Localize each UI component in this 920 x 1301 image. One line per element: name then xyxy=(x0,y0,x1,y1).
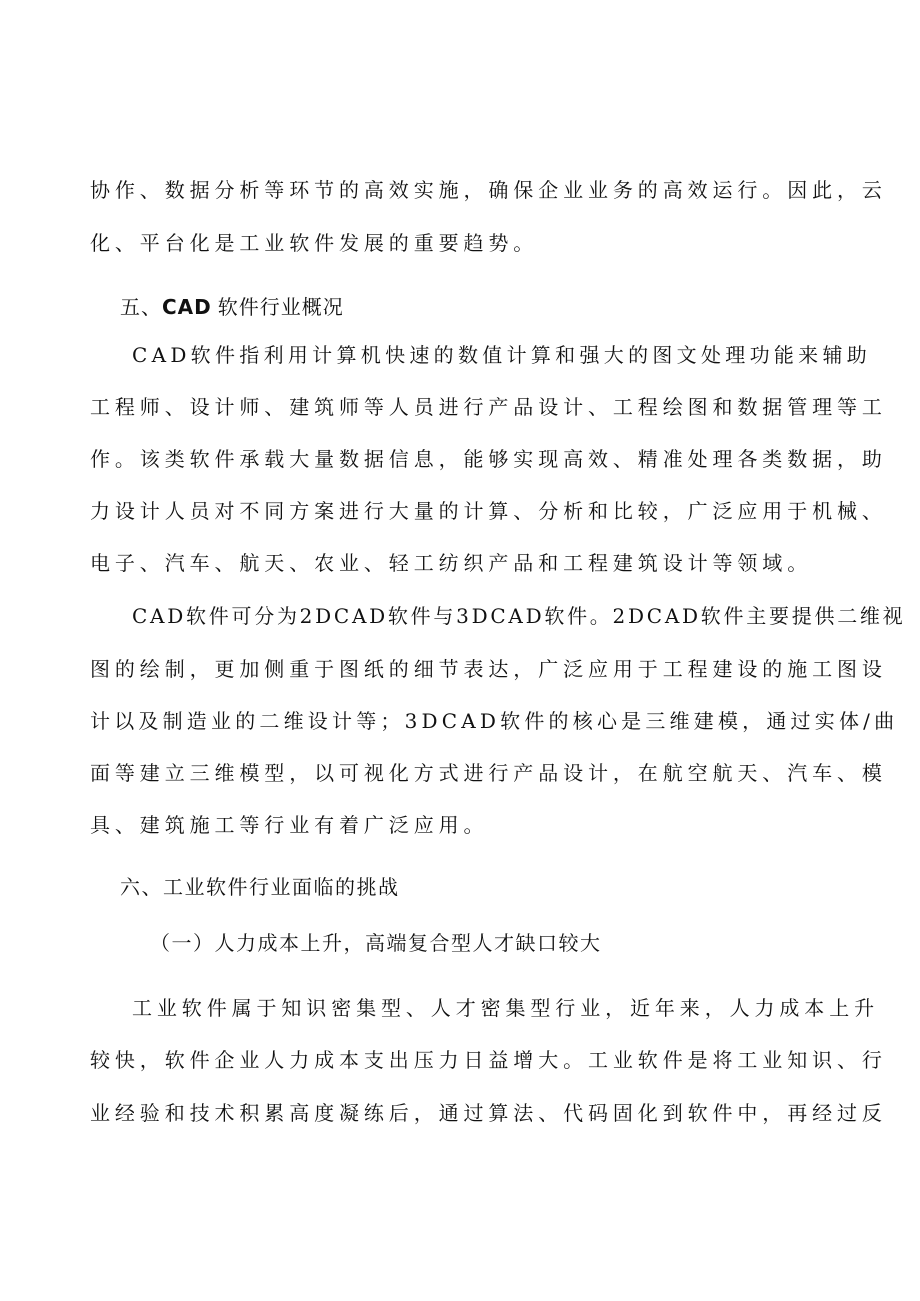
intro-line-1: 协作、数据分析等环节的高效实施，确保企业业务的高效运行。因此，云 xyxy=(90,178,887,202)
section-5-para-1-line-2: 工程师、设计师、建筑师等人员进行产品设计、工程绘图和数据管理等工 xyxy=(90,395,887,419)
section-5-heading-prefix: 五、 xyxy=(120,295,162,319)
section-5-para-1-line-3: 作。该类软件承载大量数据信息，能够实现高效、精准处理各类数据，助 xyxy=(90,447,887,471)
section-6-para-1-line-2: 较快，软件企业人力成本支出压力日益增大。工业软件是将工业知识、行 xyxy=(90,1048,887,1072)
section-5-para-2-line-3: 计以及制造业的二维设计等；3DCAD软件的核心是三维建模，通过实体/曲 xyxy=(90,709,899,733)
section-5-para-2-line-1: CAD软件可分为2DCAD软件与3DCAD软件。2DCAD软件主要提供二维视 xyxy=(132,604,906,628)
section-5-heading-suffix: 软件行业概况 xyxy=(217,295,344,319)
section-5-para-2-line-2: 图的绘制，更加侧重于图纸的细节表达，广泛应用于工程建设的施工图设 xyxy=(90,657,887,681)
section-6-subheading: （一）人力成本上升，高端复合型人才缺口较大 xyxy=(150,931,602,955)
section-5-para-1-line-1: CAD软件指利用计算机快速的数值计算和强大的图文处理功能来辅助 xyxy=(132,343,872,367)
intro-line-2: 化、平台化是工业软件发展的重要趋势。 xyxy=(90,231,539,255)
section-5-heading-bold: CAD xyxy=(162,295,212,319)
section-6-heading: 六、工业软件行业面临的挑战 xyxy=(120,875,400,899)
section-5-para-1-line-5: 电子、汽车、航天、农业、轻工纺织产品和工程建筑设计等领域。 xyxy=(90,551,813,575)
section-5-para-2-line-5: 具、建筑施工等行业有着广泛应用。 xyxy=(90,813,489,837)
section-5-para-1-line-4: 力设计人员对不同方案进行大量的计算、分析和比较，广泛应用于机械、 xyxy=(90,499,887,523)
section-6-para-1-line-3: 业经验和技术积累高度凝练后，通过算法、代码固化到软件中，再经过反 xyxy=(90,1101,887,1125)
section-5-para-2-line-4: 面等建立三维模型，以可视化方式进行产品设计，在航空航天、汽车、模 xyxy=(90,761,887,785)
section-5-heading xyxy=(120,292,344,322)
section-6-para-1-line-1: 工业软件属于知识密集型、人才密集型行业，近年来，人力成本上升 xyxy=(132,996,879,1020)
